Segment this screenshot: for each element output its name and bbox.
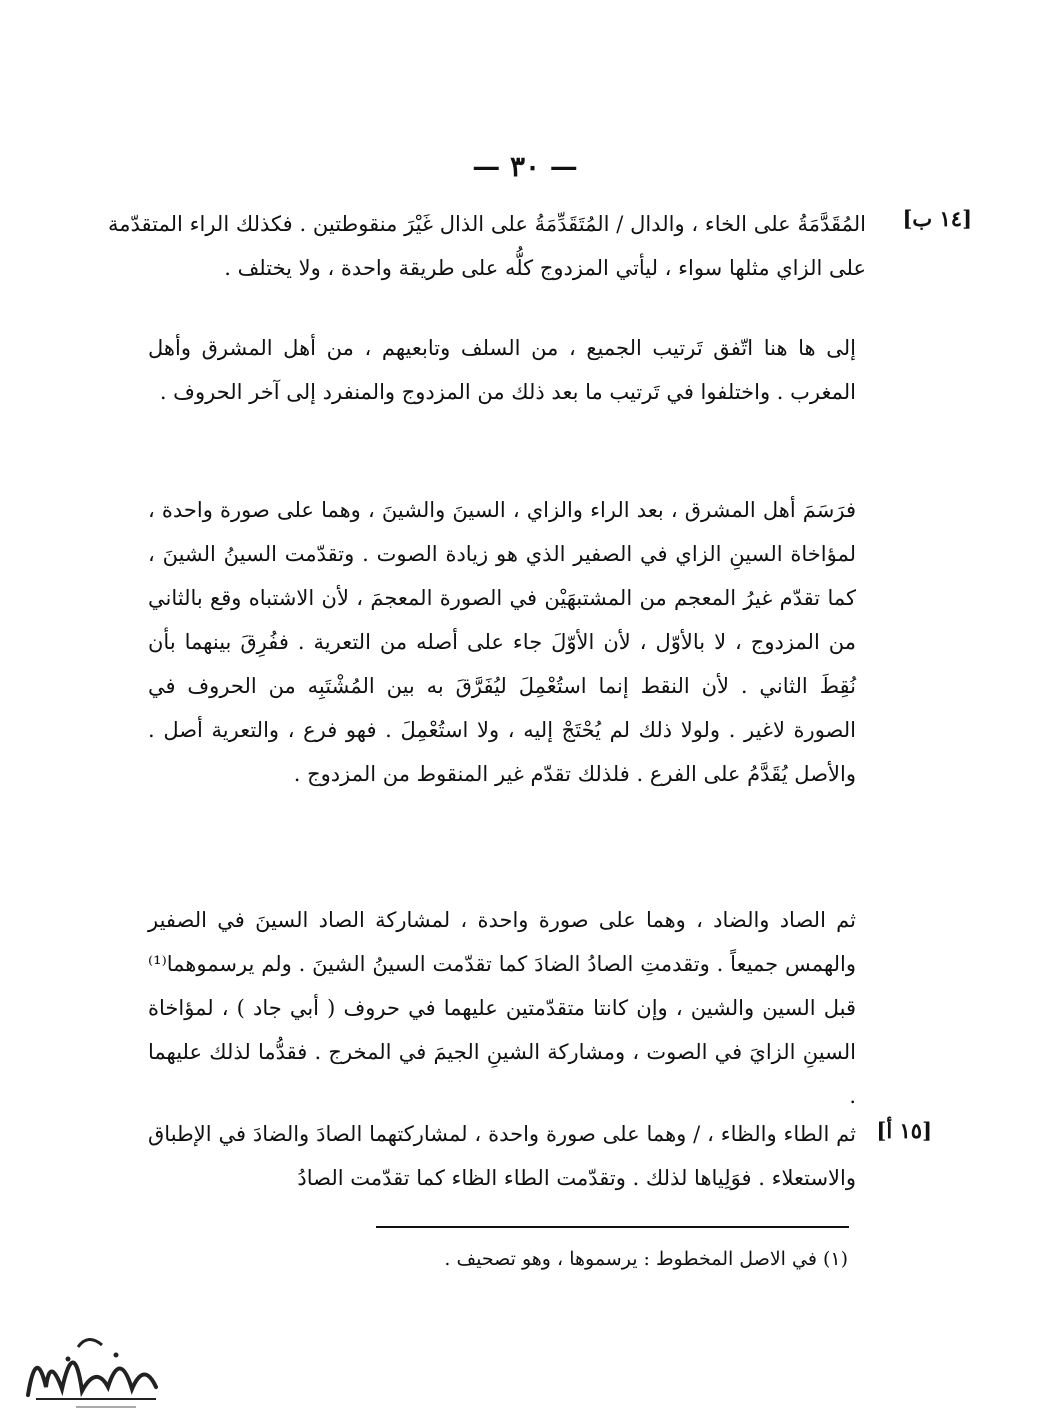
footnote-rule <box>376 1226 849 1228</box>
margin-ref-14b: [١٤ ب] <box>902 206 972 231</box>
page-number: — ٣٠ — <box>472 150 578 183</box>
paragraph-2: إلى ها هنا اتّفق تَرتيب الجميع ، من السلف وتابعيهم ، من أهل المشرق وأهل المغرب . واختلفوا في تَرتيب ما بعد ذلك من المزدوج والمنفرد إلى آخر الحروف . <box>148 336 856 404</box>
stamp-graphic <box>16 1325 168 1413</box>
paragraph-3: فرَسَمَ أهل المشرق ، بعد الراء والزاي ، السينَ والشينَ ، وهما على صورة واحدة ، لمؤاخاة السينِ الزاي في الصفير الذي هو زيادة الصوت . وتقدّمت السينُ الشينَ ، كما تقدّم غيرُ المعجم من المشتبهَيْن في الصورة المعجمَ ، لأن الاشتباه وقع بالثاني من المزدوج ، لا بالأوّل ، لأن الأوّلَ جاء على أصله من التعرية . ففُرِقَ بينهما بأن نُقِطَ الثاني . لأن النقط إنما استُعْمِلَ ليُفَرَّقَ به بين المُشْتَبِه من الحروف في الصورة لاغير . ولولا ذلك لم يُحْتَجْ إليه ، ولا استُعْمِلَ . فهو فرع ، والتعرية أصل . والأصل يُقَدَّمُ على الفرع . فلذلك تقدّم غير المنقوط من المزدوج . <box>148 498 856 786</box>
footnote: (١) في الاصل المخطوط : يرسموها ، وهو تصحيف . <box>444 1248 848 1270</box>
calligraphic-stamp-logo <box>16 1325 168 1413</box>
margin-ref-15a: [١٥ أ] <box>876 1118 932 1143</box>
paragraph-5: ثم الطاء والظاء ، / وهما على صورة واحدة ، لمشاركتهما الصادَ والضادَ في الإطباق والاستعلاء . فوَلِياها لذلك . وتقدّمت الطاء الظاء كما تقدّمت الصادُ <box>148 1122 856 1190</box>
paragraph-1: المُقَدَّمَةُ على الخاء ، والدال / المُتَقَدِّمَةُ على الذال غَيْرَ منقوطتين . فكذلك الراء المتقدّمة على الزاي مثلها سواء ، ليأتي المزدوج كلُّه على طريقة واحدة ، ولا يختلف . <box>108 212 866 280</box>
paragraph-4: ثم الصاد والضاد ، وهما على صورة واحدة ، لمشاركة الصاد السينَ في الصفير والهمس جميعاً . وتقدمتِ الصادُ الضادَ كما تقدّمت السينُ الشينَ . ولم يرسموهما⁽¹⁾ قبل السين والشين ، وإن كانتا متقدّمتين عليهما في حروف ( أبي جاد ) ، لمؤاخاة السينِ الزايَ في الصوت ، ومشاركة الشينِ الجيمَ في المخرج . فقدُّما لذلك عليهما . <box>148 908 856 1108</box>
